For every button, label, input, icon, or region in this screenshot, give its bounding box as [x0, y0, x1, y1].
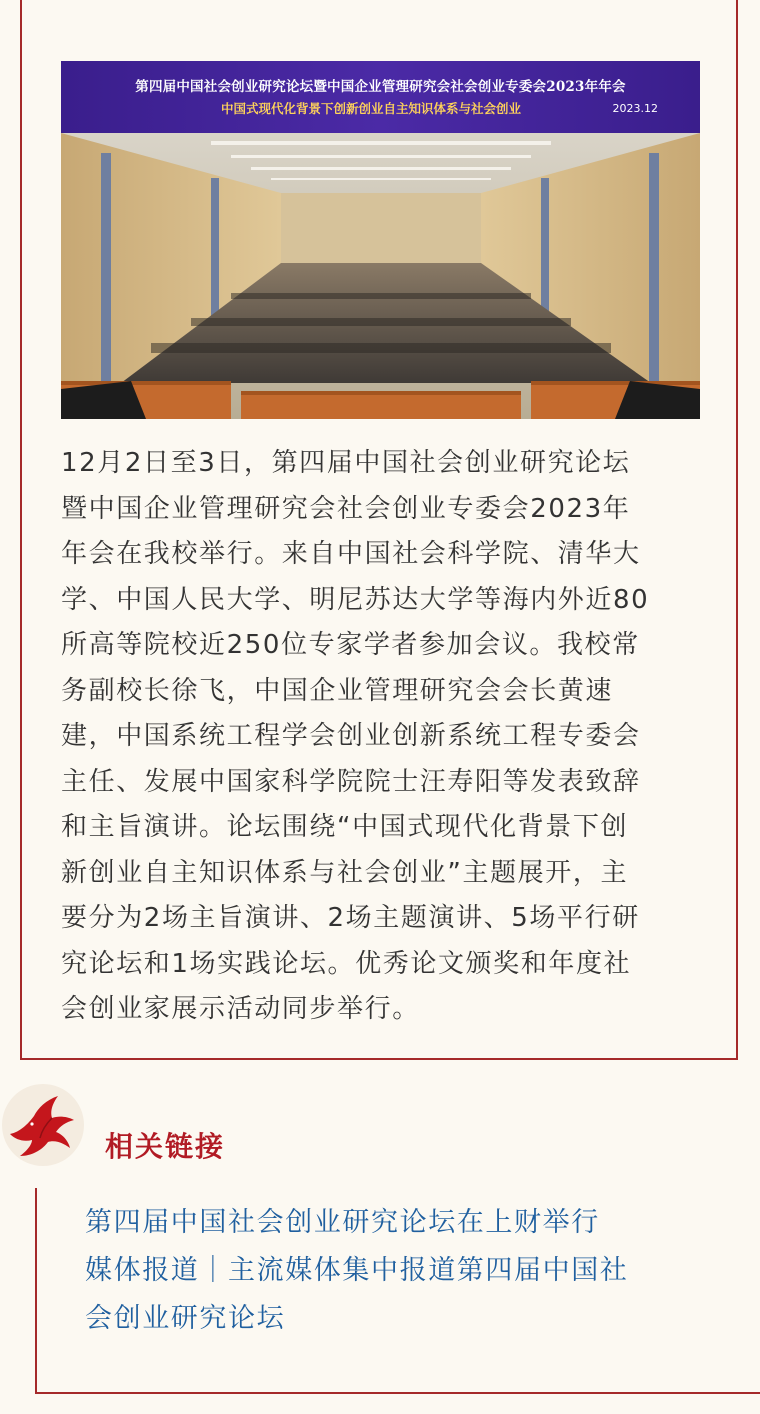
- related-link-forum-held[interactable]: 第四届中国社会创业研究论坛在上财举行: [85, 1207, 600, 1238]
- auditorium-image: [61, 133, 700, 419]
- article-line: 务副校长徐飞，中国企业管理研究会会长黄速: [61, 675, 614, 706]
- article-line: 究论坛和1场实践论坛。优秀论文颁奖和年度社: [61, 948, 632, 979]
- dove-icon: [6, 1094, 76, 1160]
- related-links-title: 相关链接: [105, 1130, 226, 1163]
- article-body: [61, 441, 701, 1033]
- related-link-media-report[interactable]: [85, 1247, 628, 1343]
- article-line: 学、中国人民大学、明尼苏达大学等海内外近80: [61, 584, 650, 615]
- conference-photo: [61, 61, 700, 419]
- article-line: 年会在我校举行。来自中国社会科学院、清华大: [61, 539, 641, 569]
- article-line: 新创业自主知识体系与社会创业”主题展开，主: [61, 857, 629, 888]
- banner-title: 第四届中国社会创业研究论坛暨中国企业管理研究会社会创业专委会2023年年会: [135, 79, 626, 95]
- article-line: 所高等院校近250位专家学者参加会议。我校常: [61, 630, 640, 660]
- banner-subtitle: 中国式现代化背景下创新创业自主知识体系与社会创业: [221, 101, 522, 116]
- link-text-line1: 媒体报道｜主流媒体集中报道第四届中国社: [85, 1255, 629, 1286]
- article-line: 要分为2场主旨演讲、2场主题演讲、5场平行研: [61, 903, 640, 933]
- article-line: 暨中国企业管理研究会社会创业专委会2023年: [61, 493, 631, 524]
- link-text-line2: 会创业研究论坛: [85, 1303, 286, 1334]
- banner-date: 2023.12: [612, 102, 658, 115]
- article-line: 主任、发展中国家科学院院士汪寿阳等发表致辞: [61, 766, 641, 797]
- article-line: 建，中国系统工程学会创业创新系统工程专委会: [61, 721, 641, 751]
- article-line: 12月2日至3日，第四届中国社会创业研究论坛: [61, 448, 631, 478]
- photo-banner: [61, 61, 700, 133]
- article-line: 会创业家展示活动同步举行。: [61, 994, 420, 1024]
- article-line: 和主旨演讲。论坛围绕“中国式现代化背景下创: [61, 812, 629, 842]
- related-links-list: [85, 1199, 628, 1343]
